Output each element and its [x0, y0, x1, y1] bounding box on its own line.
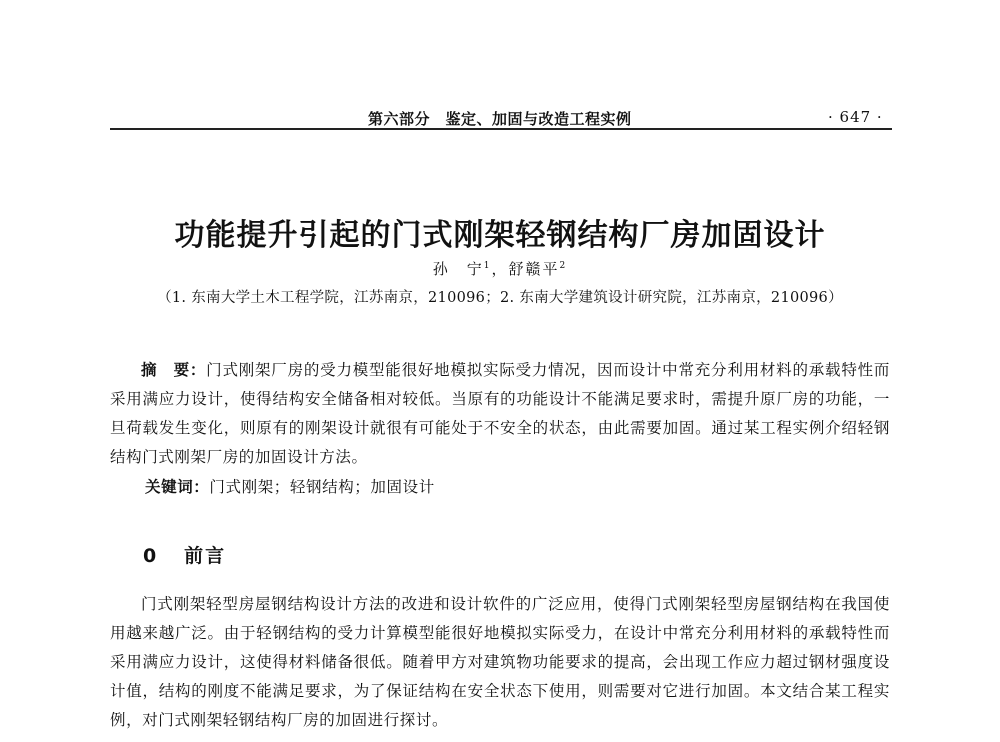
abstract-text: 门式刚架厂房的受力模型能很好地模拟实际受力情况，因而设计中常充分利用材料的承载特性而采用满应力设计，使得结构安全储备相对较低。当原有的功能设计不能满足要求时，需提升原厂房的功能，一旦荷载发生变化，则原有的刚架设计就很有可能处于不安全的状态，由此需要加固。通过某工程实例介绍轻钢结构门式刚架厂房的加固设计方法。 — [110, 361, 891, 466]
section-title: 前言 — [184, 545, 227, 567]
keywords — [145, 473, 885, 502]
section-number: 0 — [143, 545, 159, 567]
section-heading — [143, 541, 226, 568]
keywords-text: 门式刚架；轻钢结构；加固设计 — [209, 478, 435, 496]
paper-title: 功能提升引起的门式刚架轻钢结构厂房加固设计 — [174, 218, 826, 253]
abstract — [110, 356, 890, 472]
abstract-label: 摘 要： — [141, 361, 207, 379]
author-affil-mark: 1 — [483, 261, 492, 271]
author-list: 孙 宁$^1$，舒赣平$^2$ — [432, 260, 568, 278]
author-name: 舒赣平 — [508, 260, 560, 278]
affiliation: （1. 东南大学土木工程学院，江苏南京，210096；2. 东南大学建筑设计研究院，江苏南京，210096） — [157, 290, 843, 306]
running-header-section: 第六部分 鉴定、加固与改造工程实例 — [368, 110, 632, 128]
body-paragraph: 门式刚架轻型房屋钢结构设计方法的改进和设计软件的广泛应用，使得门式刚架轻型房屋钢结构在我国使用越来越广泛。由于轻钢结构的受力计算模型能很好地模拟实际受力，在设计中常充分利用材料的承载特性而采用满应力设计，这使得材料储备很低。随着甲方对建筑物功能要求的提高，会出现工作应力超过钢材强度设计值，结构的刚度不能满足要求，为了保证结构在安全状态下使用，则需要对它进行加固。本文结合某工程实例，对门式刚架轻钢结构厂房的加固进行探讨。 — [110, 595, 890, 729]
author-name: 孙 宁 — [432, 260, 484, 278]
page-number: · 647 · — [828, 108, 883, 126]
header-rule — [110, 128, 892, 130]
author-affil-mark: 2 — [559, 261, 568, 271]
keywords-label: 关键词： — [145, 478, 210, 496]
